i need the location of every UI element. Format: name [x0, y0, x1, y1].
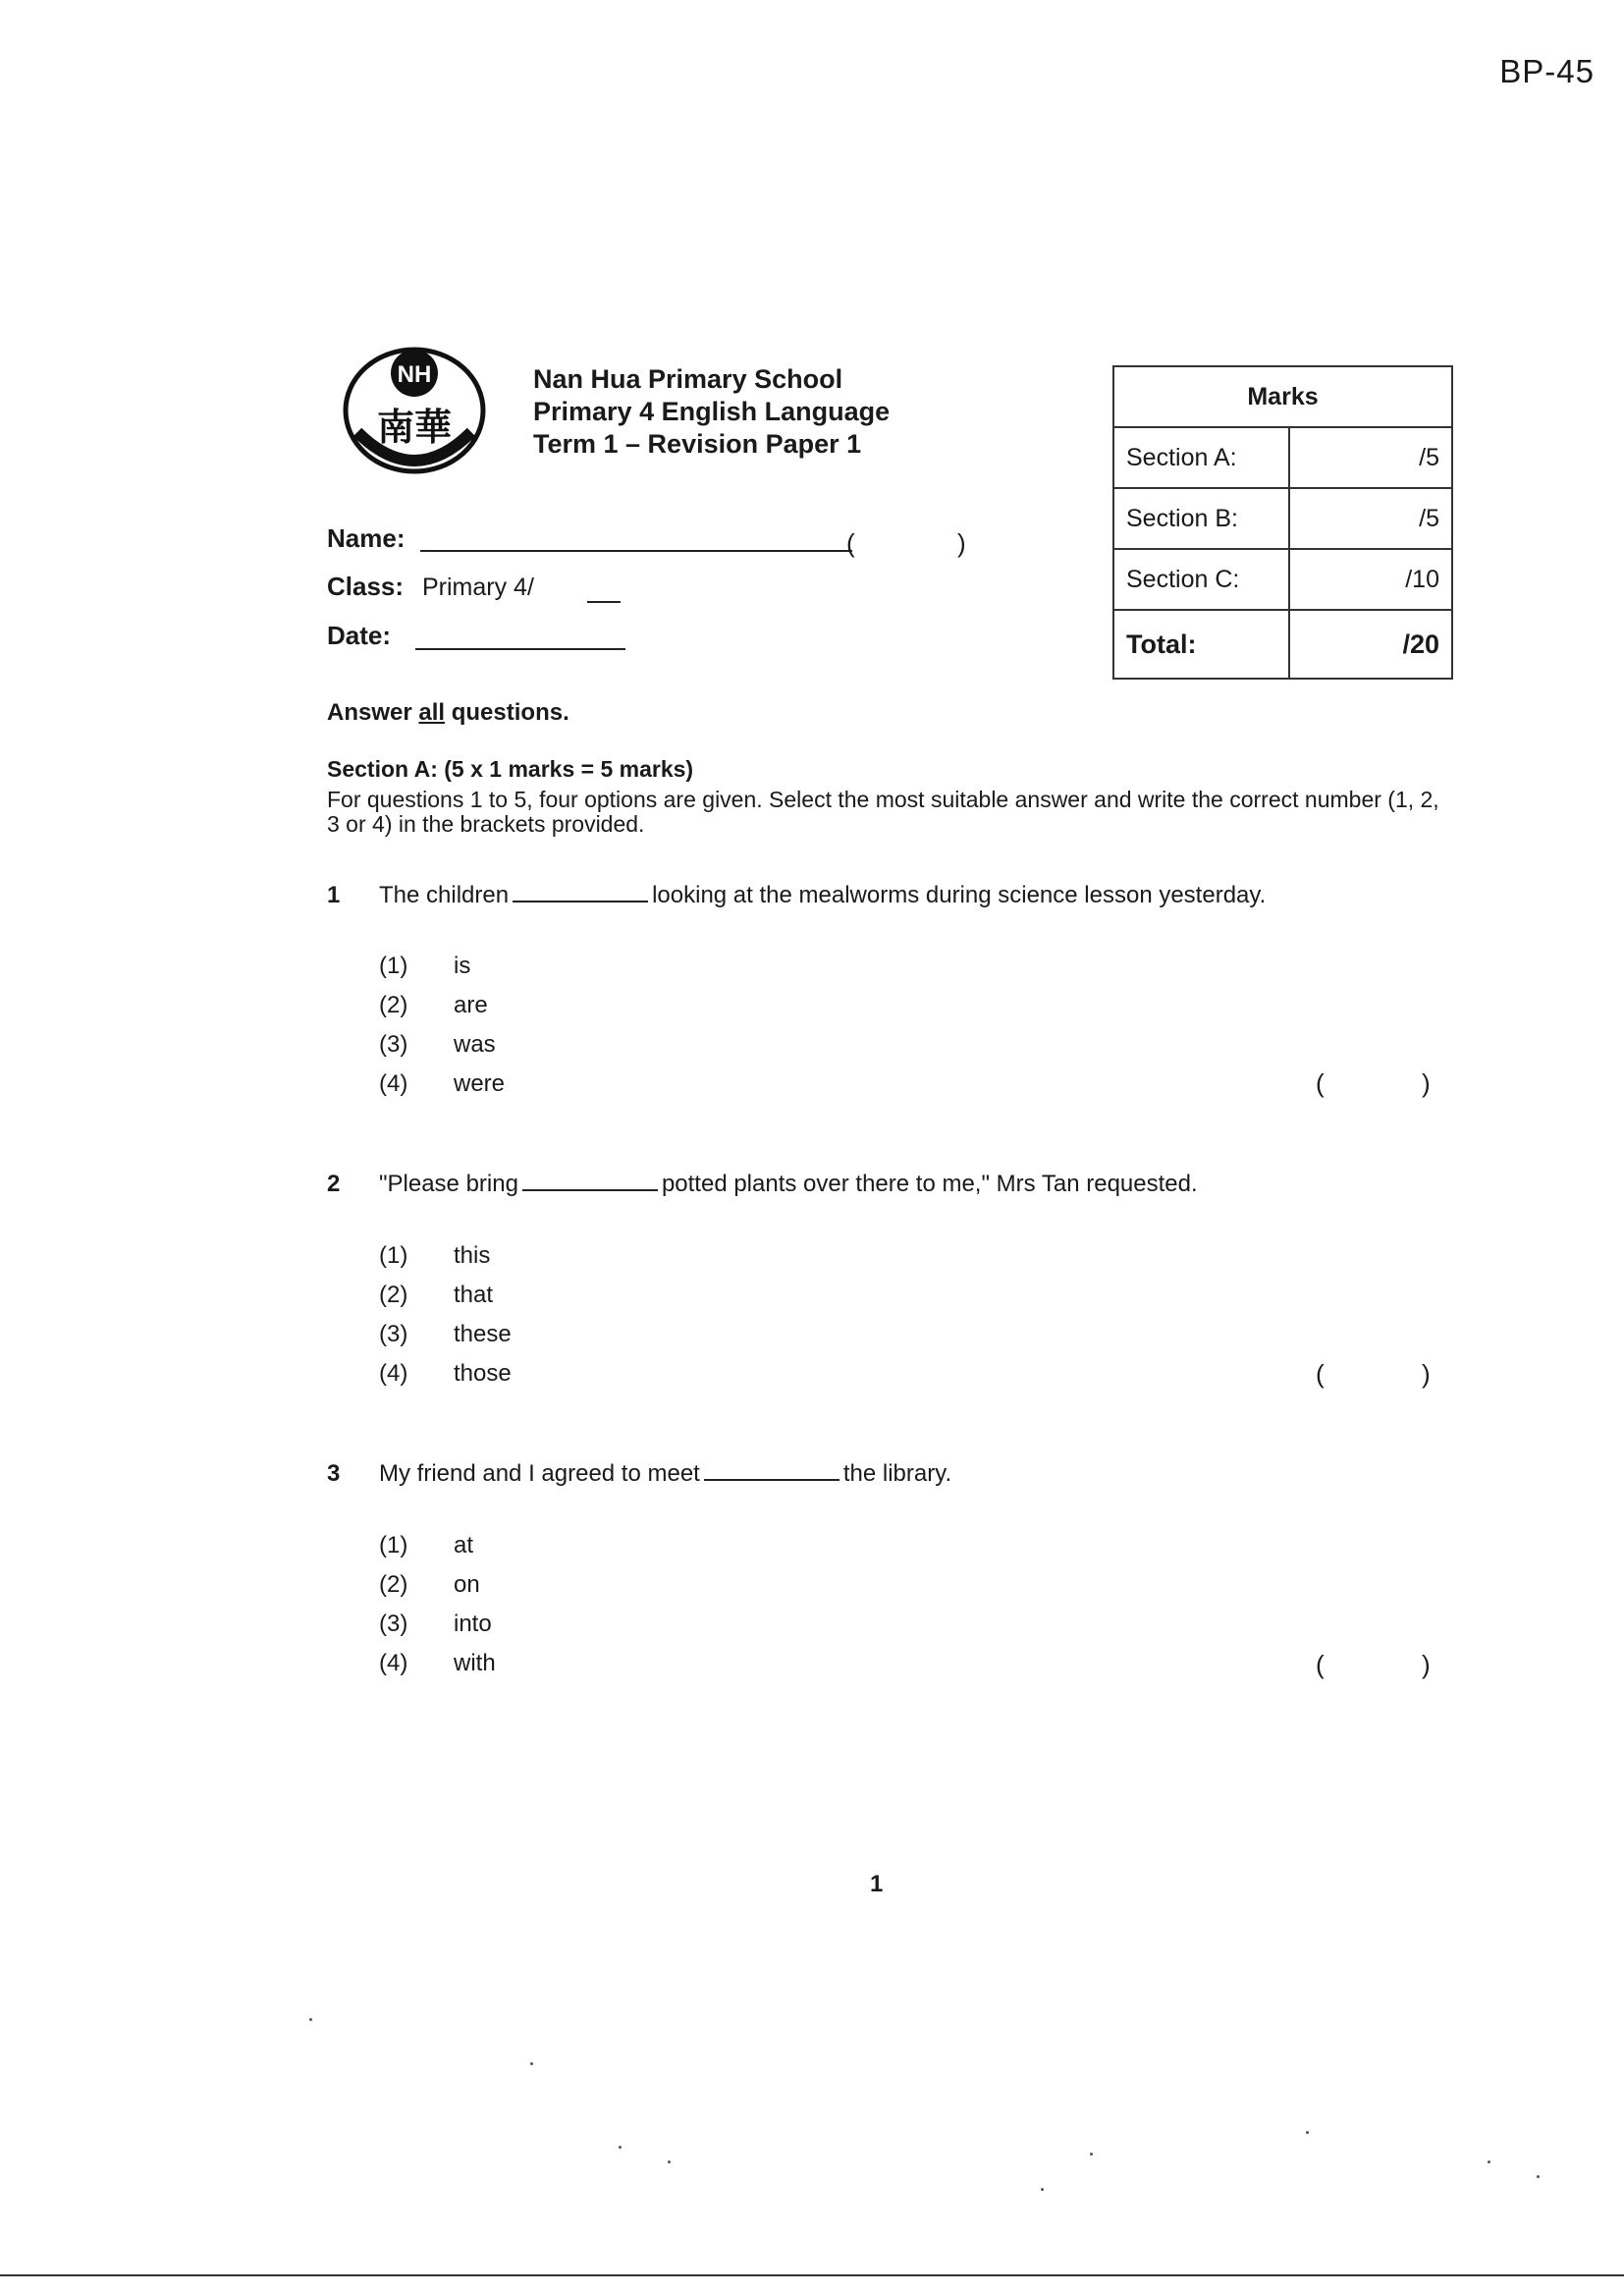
- option-text: with: [454, 1650, 496, 1676]
- marks-section-value: /5: [1289, 488, 1452, 549]
- option-item: [379, 992, 488, 1019]
- marks-section-label: Section A:: [1113, 427, 1289, 488]
- instruction-suffix: questions.: [445, 699, 569, 726]
- scan-speck: [1041, 2188, 1044, 2191]
- option-text: were: [454, 1070, 506, 1097]
- paper-title: Term 1 – Revision Paper 1: [533, 429, 862, 459]
- option-item: [379, 1360, 512, 1388]
- question-number: 3: [327, 1460, 341, 1487]
- option-text: on: [454, 1571, 480, 1598]
- scan-speck: [309, 2018, 312, 2021]
- marks-row: [1113, 488, 1452, 549]
- course-title: Primary 4 English Language: [533, 397, 891, 426]
- date-field[interactable]: [415, 648, 625, 650]
- marks-total-row: [1113, 610, 1452, 679]
- option-number: (2): [379, 992, 408, 1018]
- scan-speck: [668, 2160, 671, 2163]
- option-text: those: [454, 1360, 512, 1387]
- school-header: [533, 363, 890, 461]
- class-label: Class:: [327, 572, 405, 601]
- marks-row: [1113, 427, 1452, 488]
- question-text: [379, 882, 1266, 909]
- option-number: (2): [379, 1571, 408, 1598]
- option-number: (1): [379, 1242, 408, 1269]
- section-a-description: For questions 1 to 5, four options are given. Select the most suitable answer and write the correct number (1, 2, 3 or 4) in the brackets provided.: [327, 787, 1439, 837]
- option-text: was: [454, 1031, 496, 1058]
- answer-close-bracket: ): [1422, 1650, 1431, 1679]
- scan-speck: [1090, 2153, 1093, 2156]
- school-logo: [336, 342, 493, 479]
- logo-chinese: 南華: [376, 406, 453, 449]
- option-text: this: [454, 1242, 491, 1269]
- option-text: is: [454, 953, 471, 979]
- question-text-before: "Please bring: [379, 1171, 518, 1197]
- question-text: [379, 1460, 951, 1488]
- question-number: 1: [327, 882, 341, 908]
- answer-open-bracket: (: [1316, 1650, 1325, 1679]
- option-item: [379, 1031, 496, 1059]
- date-label: Date:: [327, 621, 392, 650]
- marks-section-value: /5: [1289, 427, 1452, 488]
- name-field[interactable]: [420, 550, 852, 552]
- name-label: Name:: [327, 523, 406, 553]
- answer-blank: [522, 1172, 658, 1191]
- option-number: (3): [379, 1321, 408, 1347]
- answer-open-bracket: (: [1316, 1359, 1325, 1389]
- page-bottom-edge: [0, 2274, 1624, 2276]
- option-text: that: [454, 1282, 494, 1308]
- scan-speck: [619, 2146, 622, 2149]
- option-number: (4): [379, 1650, 408, 1676]
- register-open-bracket: (: [846, 528, 855, 558]
- scan-speck: [1306, 2131, 1309, 2134]
- marks-table: [1112, 365, 1453, 680]
- option-item: [379, 1611, 492, 1638]
- logo-letters: NH: [397, 361, 432, 388]
- question-number: 2: [327, 1171, 341, 1197]
- option-text: these: [454, 1321, 512, 1347]
- option-item: [379, 1650, 496, 1677]
- answer-open-bracket: (: [1316, 1068, 1325, 1098]
- answer-close-bracket: ): [1422, 1068, 1431, 1098]
- section-a-title: Section A: (5 x 1 marks = 5 marks): [327, 756, 694, 782]
- scan-speck: [1537, 2175, 1540, 2178]
- register-close-bracket: ): [957, 528, 966, 558]
- marks-total-value: /20: [1289, 610, 1452, 679]
- scan-speck: [1488, 2160, 1490, 2163]
- marks-section-value: /10: [1289, 549, 1452, 610]
- school-name: Nan Hua Primary School: [533, 364, 843, 394]
- option-item: [379, 1242, 490, 1270]
- marks-total-label: Total:: [1113, 610, 1289, 679]
- general-instruction: [327, 699, 569, 727]
- option-item: [379, 1571, 480, 1599]
- option-item: [379, 1070, 505, 1098]
- marks-section-label: Section B:: [1113, 488, 1289, 549]
- option-number: (4): [379, 1360, 408, 1387]
- option-item: [379, 953, 470, 980]
- option-item: [379, 1532, 473, 1559]
- option-text: into: [454, 1611, 492, 1637]
- option-item: [379, 1282, 493, 1309]
- option-text: at: [454, 1532, 474, 1558]
- question-text-after: the library.: [842, 1460, 952, 1487]
- option-item: [379, 1321, 512, 1348]
- answer-close-bracket: ): [1422, 1359, 1431, 1389]
- instruction-prefix: Answer: [327, 699, 419, 726]
- class-field[interactable]: [587, 601, 621, 603]
- instruction-emphasis: all: [418, 699, 446, 726]
- question-text-before: My friend and I agreed to meet: [379, 1460, 700, 1487]
- option-number: (1): [379, 953, 408, 979]
- option-number: (3): [379, 1611, 408, 1637]
- answer-blank: [513, 883, 648, 902]
- option-number: (1): [379, 1532, 408, 1558]
- option-number: (4): [379, 1070, 408, 1097]
- page-number: 1: [870, 1871, 884, 1897]
- document-code: BP-45: [1499, 53, 1595, 89]
- class-value: Primary 4/: [422, 574, 534, 601]
- question-text-before: The children: [379, 882, 510, 908]
- marks-row: [1113, 549, 1452, 610]
- answer-blank: [704, 1461, 839, 1481]
- question-text-after: potted plants over there to me," Mrs Tan requested.: [661, 1171, 1198, 1197]
- option-number: (3): [379, 1031, 408, 1058]
- option-text: are: [454, 992, 488, 1018]
- marks-title: Marks: [1113, 366, 1452, 427]
- scan-speck: [530, 2062, 533, 2065]
- question-text: [379, 1171, 1198, 1198]
- marks-section-label: Section C:: [1113, 549, 1289, 610]
- question-text-after: looking at the mealworms during science lesson yesterday.: [652, 882, 1267, 908]
- option-number: (2): [379, 1282, 408, 1308]
